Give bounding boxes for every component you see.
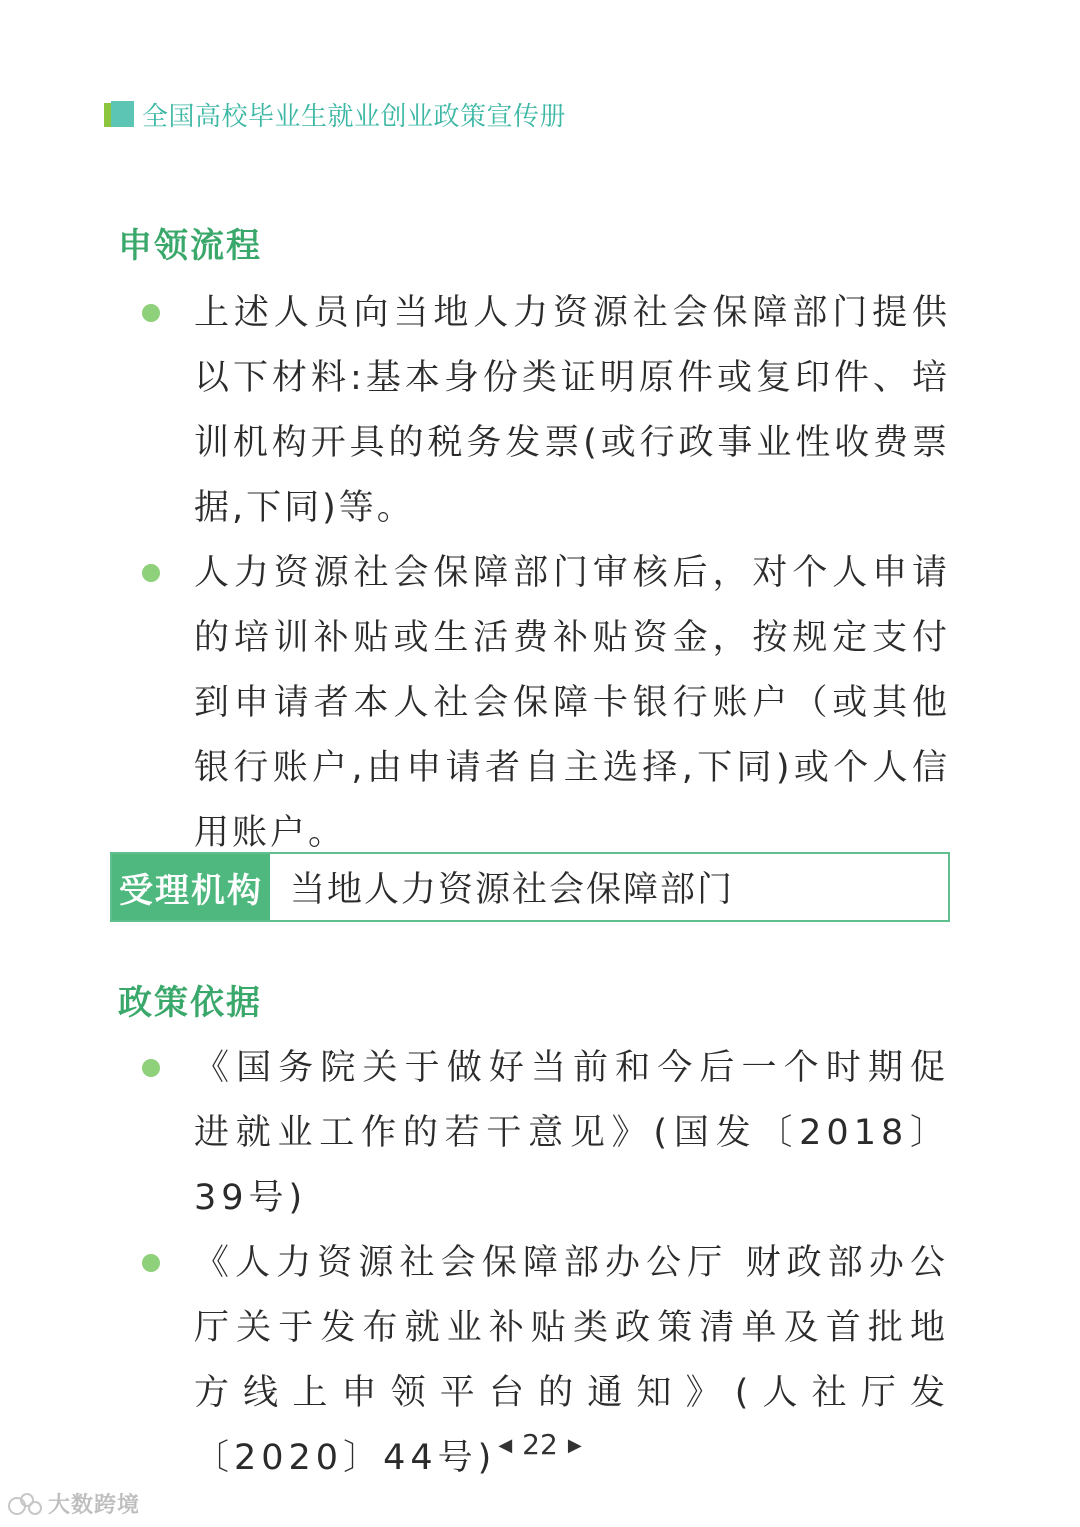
bullet-dot-icon <box>142 304 160 322</box>
document-header <box>104 95 566 133</box>
watermark-logo-icon <box>8 1491 42 1517</box>
list-item-text: 《国务院关于做好当前和今后一个时期促进就业工作的若干意见》(国发〔2018〕39号) <box>194 1048 950 1218</box>
triangle-right-icon: ▶ <box>567 1435 582 1456</box>
bullet-dot-icon <box>142 1059 160 1077</box>
policy-basis-list <box>140 1036 950 1491</box>
agency-value: 当地人力资源社会保障部门 <box>290 870 735 910</box>
list-item <box>140 541 950 866</box>
list-item <box>140 1036 950 1231</box>
list-item-text: 上述人员向当地人力资源社会保障部门提供以下材料:基本身份类证明原件或复印件、培训机构开具的税务发票(或行政事业性收费票据,下同)等。 <box>194 293 950 528</box>
page-number-text: 22 <box>522 1428 558 1461</box>
watermark <box>8 1488 140 1519</box>
section-title-policy-basis: 政策依据 <box>118 983 262 1023</box>
list-item-text: 《人力资源社会保障部办公厅 财政部办公厅关于发布就业补贴类政策清单及首批地方线上申领平台的通知》(人社厅发〔2020〕44号) <box>194 1243 950 1478</box>
application-process-list <box>140 281 950 866</box>
triangle-left-icon: ◀ <box>498 1435 513 1456</box>
agency-label: 受理机构 <box>112 854 270 920</box>
section-title-application-process: 申领流程 <box>118 226 262 266</box>
page-number <box>0 1428 1080 1461</box>
list-item-text: 人力资源社会保障部门审核后，对个人申请的培训补贴或生活费补贴资金，按规定支付到申请者本人社会保障卡银行账户（或其他银行账户,由申请者自主选择,下同)或个人信用账户。 <box>194 553 950 853</box>
bullet-dot-icon <box>142 564 160 582</box>
bullet-dot-icon <box>142 1254 160 1272</box>
watermark-text: 大数跨境 <box>48 1493 141 1518</box>
header-title: 全国高校毕业生就业创业政策宣传册 <box>142 101 567 132</box>
agency-box <box>110 852 950 922</box>
header-logo-mark <box>104 99 134 129</box>
list-item <box>140 281 950 541</box>
